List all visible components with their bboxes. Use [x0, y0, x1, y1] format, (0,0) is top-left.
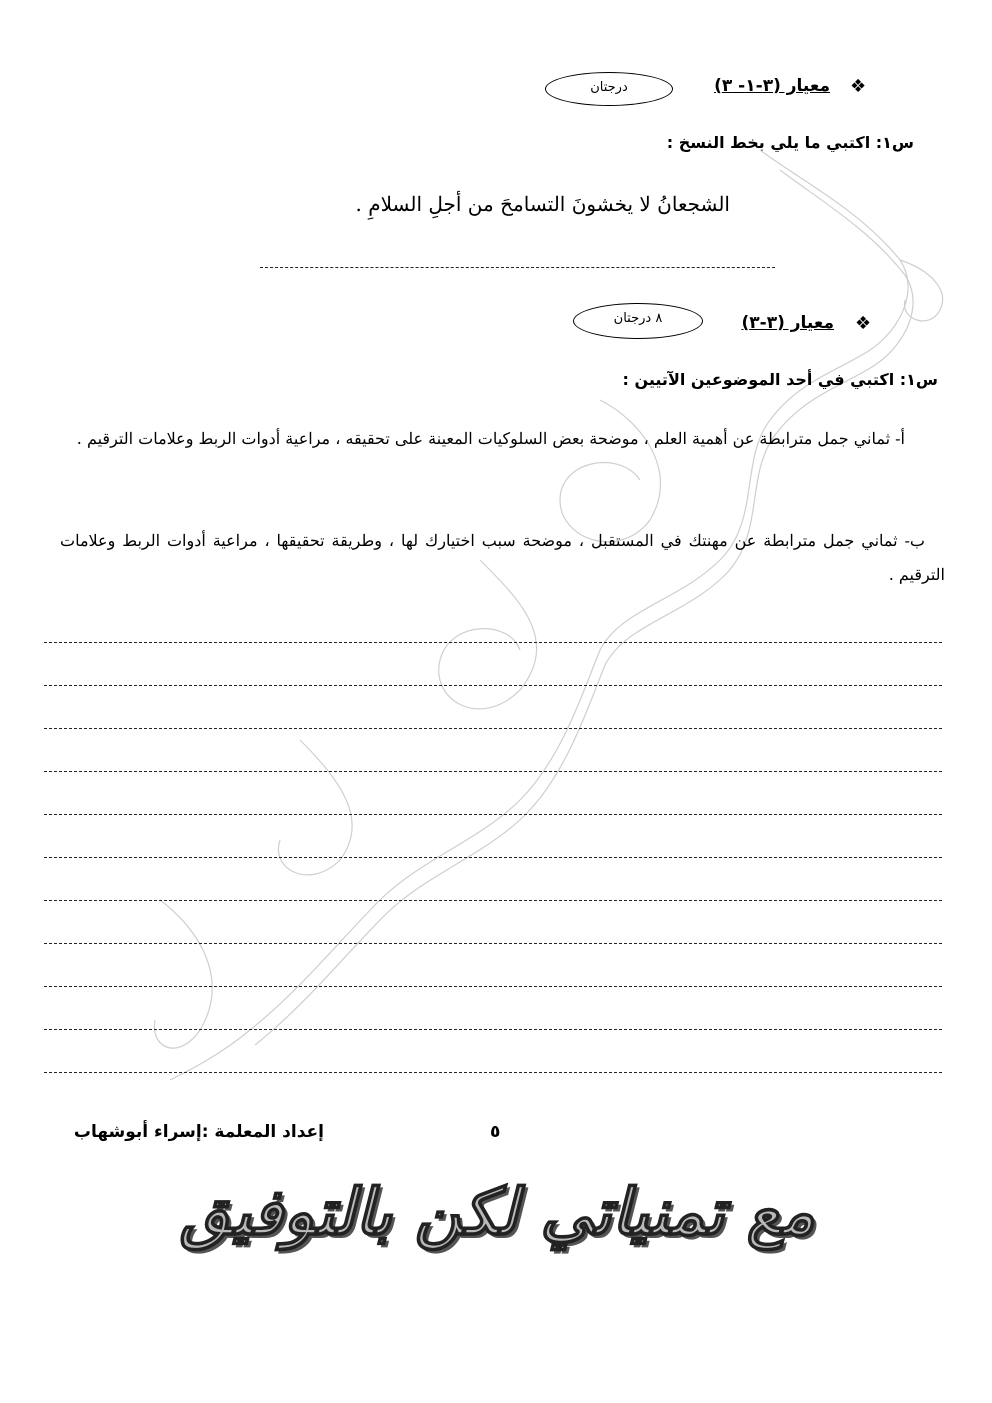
answer-line	[44, 814, 942, 815]
section2-heading: معيار (٣-٣)	[741, 313, 834, 333]
answer-line	[44, 943, 942, 944]
section1-marks-label: درجتان	[590, 80, 628, 95]
section2-marks-label: ٨ درجتان	[613, 311, 663, 326]
section1-answer-line	[260, 267, 775, 268]
answer-line	[44, 1029, 942, 1030]
answer-line	[44, 685, 942, 686]
section2-question: س١: اكتبي في أحد الموضوعين الآتيين :	[622, 370, 938, 389]
answer-line	[44, 728, 942, 729]
section1-marks-badge	[545, 72, 673, 106]
section1-heading: معيار (٣-١- ٣)	[714, 76, 830, 96]
answer-line	[44, 1072, 942, 1073]
answer-line	[44, 986, 942, 987]
answer-line	[44, 857, 942, 858]
section2-option-a: أ- ثماني جمل مترابطة عن أهمية العلم ، موضحة بعض السلوكيات المعينة على تحقيقه ، مراعية أدوات الربط وعلامات الترقيم .	[76, 429, 905, 448]
page-number: ٥	[490, 1122, 501, 1142]
section2-option-b: ب- ثماني جمل مترابطة عن مهنتك في المستقبل ، موضحة سبب اختيارك لها ، وطريقة تحقيقها ، مراعية أدوات الربط وعلامات الترقيم .	[60, 531, 945, 584]
prepared-by: إعداد المعلمة :إسراء أبوشهاب	[73, 1122, 324, 1142]
section1-bullet: ❖	[850, 76, 867, 97]
section1-question: س١: اكتبي ما يلي بخط النسخ :	[666, 133, 914, 152]
section2-marks-badge	[573, 303, 703, 339]
section2-bullet: ❖	[855, 313, 872, 334]
answer-line	[44, 900, 942, 901]
closing-wish: مع تمنياتي لكن بالتوفيق	[179, 1175, 815, 1250]
answer-line	[44, 771, 942, 772]
section1-sentence: الشجعانُ لا يخشونَ التسامحَ من أجلِ السلامِ .	[355, 192, 730, 216]
answer-line	[44, 642, 942, 643]
